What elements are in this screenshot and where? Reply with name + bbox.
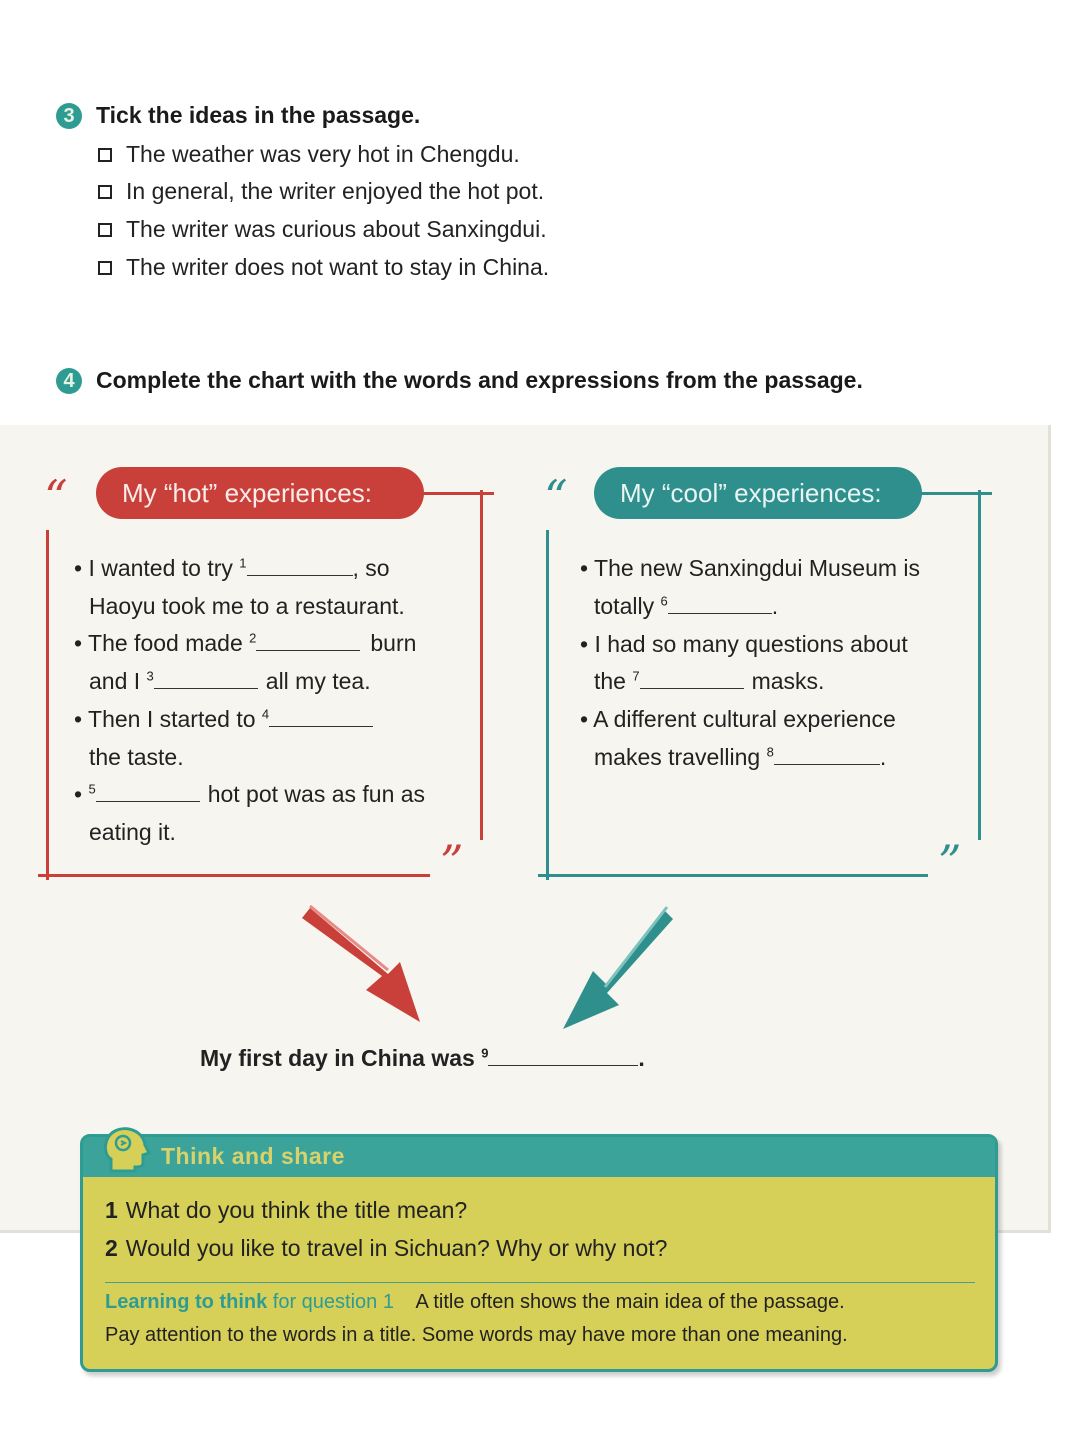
hot-line-4 [89,668,371,695]
question-1-number: 1 [105,1197,118,1223]
blank-5[interactable] [96,781,200,802]
hot-box-bottom-border [38,874,430,877]
hot-line-3 [74,630,416,657]
cool-line-1: • The new Sanxingdui Museum is [580,555,921,581]
think-question-2 [105,1235,667,1262]
tick-option-2[interactable] [98,178,544,205]
checkbox-2[interactable] [98,185,112,199]
hot-box-right-border [480,490,483,840]
hot-line-5-text: • Then I started to [74,706,262,732]
think-title: Think and share [161,1143,345,1169]
close-quote-icon: ” [440,835,464,889]
hot-line-7 [74,781,425,808]
summary-line [200,1045,645,1072]
tick-option-3[interactable] [98,216,547,243]
blank-number-5: 5 [88,781,96,797]
close-quote-icon: ” [938,835,962,889]
cool-line-4-end: masks. [751,668,825,694]
hot-line-2: Haoyu took me to a restaurant. [89,593,405,619]
hot-heading-pill: My “hot” experiences: [96,467,424,519]
hot-line-8: eating it. [89,819,176,845]
hot-line-3-text: • The food made [74,630,250,656]
blank-3[interactable] [154,668,258,689]
hot-line-1 [74,555,390,582]
blank-number-6: 6 [660,593,668,609]
blank-4[interactable] [269,706,373,727]
hot-line-5 [74,706,373,733]
blank-2[interactable] [256,630,360,651]
hot-line-6: the taste. [89,744,184,770]
cool-line-2-end: . [771,593,779,619]
hot-box-left-border [46,530,49,880]
learning-to-think-text-1: A title often shows the main idea of the passage. [415,1291,845,1313]
question-1-text: What do you think the title mean? [125,1197,468,1223]
checkbox-4[interactable] [98,261,112,275]
blank-number-7: 7 [632,668,640,684]
hot-line-1-text: • I wanted to try [74,555,240,581]
cool-line-6 [594,744,886,771]
think-and-share-box [80,1134,998,1372]
checkbox-1[interactable] [98,148,112,162]
tick-option-2-label: In general, the writer enjoyed the hot pot. [126,178,545,204]
open-quote-icon: “ [544,470,568,524]
learning-to-think-line-2: Pay attention to the words in a title. Some words may have more than one meaning. [105,1324,848,1346]
cool-line-2-text: totally [594,593,661,619]
learning-to-think-for: for question 1 [272,1291,394,1313]
question-2-number: 2 [105,1235,118,1261]
blank-number-4: 4 [261,706,270,722]
cool-box-bottom-border [538,874,928,877]
learning-to-think-line-1 [105,1291,845,1314]
red-arrow-icon [290,900,440,1030]
blank-number-8: 8 [766,744,774,760]
blank-8[interactable] [774,744,880,765]
section-4-badge: 4 [56,368,82,394]
blank-number-9: 9 [481,1045,489,1061]
tick-option-4[interactable] [98,254,549,281]
blank-1[interactable] [247,555,353,576]
cool-line-6-text: makes travelling [594,744,767,770]
blank-number-2: 2 [249,630,257,646]
hot-line-1-end: , so [352,555,390,581]
section-3-badge: 3 [56,103,82,129]
cool-line-3: • I had so many questions about [580,631,908,657]
blank-6[interactable] [668,593,772,614]
tick-option-4-label: The writer does not want to stay in China. [126,254,550,280]
section-3-title: Tick the ideas in the passage. [96,102,421,128]
hot-line-7-text: • [74,781,89,807]
checkbox-3[interactable] [98,223,112,237]
blank-number-1: 1 [239,555,247,571]
cool-line-6-end: . [879,744,887,770]
cool-box-left-border [546,530,549,880]
question-2-text: Would you like to travel in Sichuan? Why or why not? [125,1235,668,1261]
learning-to-think-label: Learning to think [105,1291,268,1313]
head-thinking-icon [101,1125,151,1177]
cool-line-5: • A different cultural experience [580,706,896,732]
divider [105,1282,975,1283]
summary-end: . [638,1045,645,1071]
tick-option-1[interactable] [98,141,520,168]
hot-line-3-end: burn [370,630,417,656]
summary-text: My first day in China was [200,1045,482,1071]
tick-option-1-label: The weather was very hot in Chengdu. [126,141,520,167]
cool-line-4-text: the [594,668,633,694]
cool-line-4 [594,668,824,695]
cool-line-2 [594,593,778,620]
think-question-1 [105,1197,467,1224]
hot-line-7-end: hot pot was as fun as [207,781,426,807]
section-4-title: Complete the chart with the words and expressions from the passage. [96,367,863,393]
cool-heading-pill: My “cool” experiences: [594,467,922,519]
blank-number-3: 3 [146,668,154,684]
tick-option-3-label: The writer was curious about Sanxingdui. [126,216,547,242]
think-header [83,1137,995,1177]
blank-9[interactable] [488,1045,638,1066]
teal-arrow-icon [555,905,685,1035]
hot-line-4-end: all my tea. [265,668,371,694]
hot-line-4-text: and I [89,668,147,694]
cool-box-right-border [978,490,981,840]
blank-7[interactable] [640,668,744,689]
open-quote-icon: “ [44,470,68,524]
